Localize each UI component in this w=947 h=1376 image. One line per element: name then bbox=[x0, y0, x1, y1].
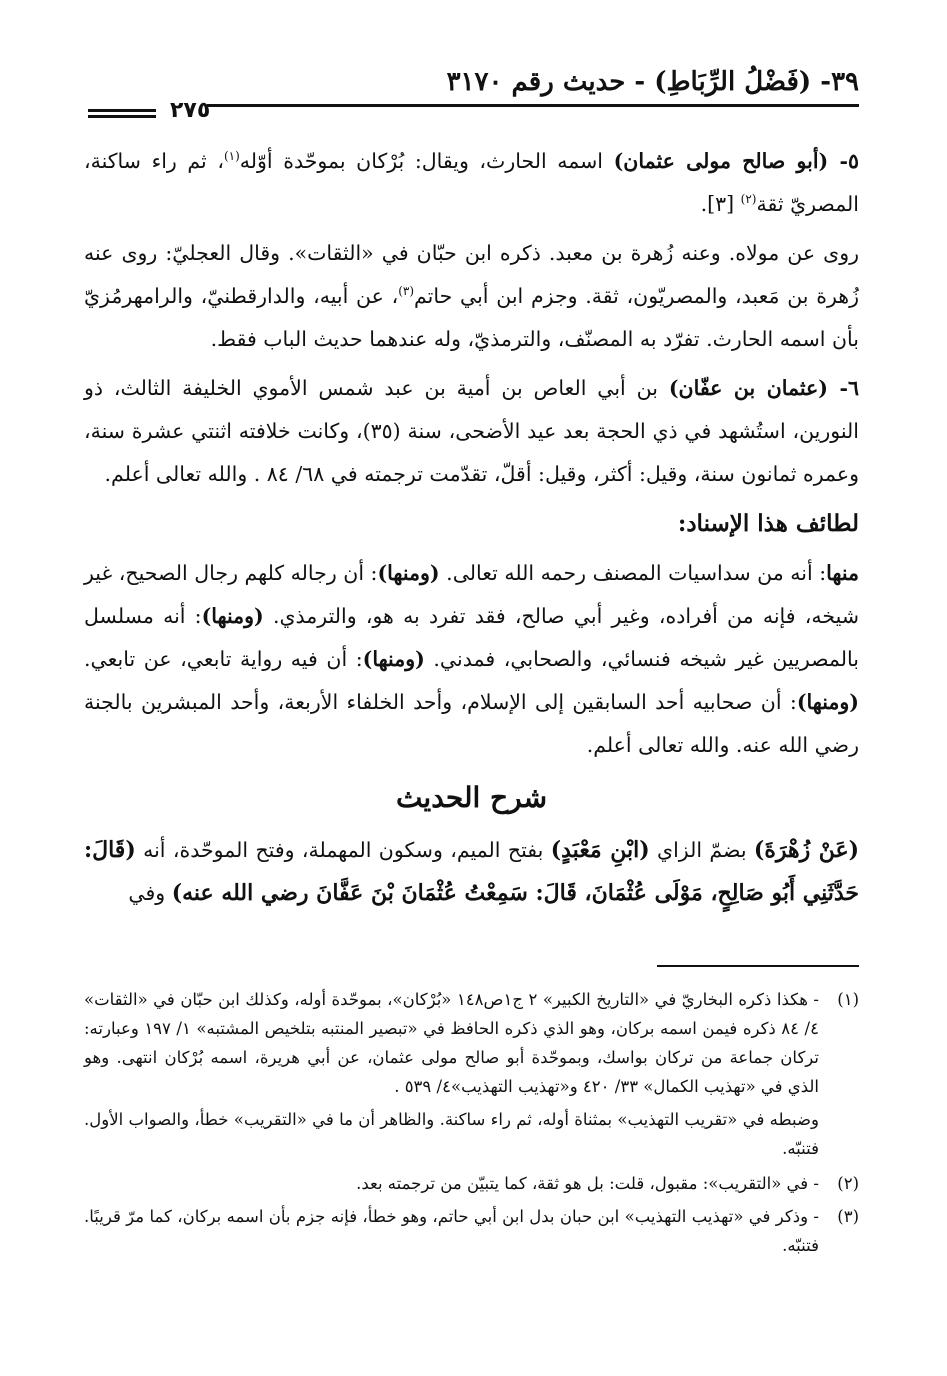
hadith-text: (ابْنِ مَعْبَدٍ) bbox=[550, 837, 650, 863]
bold-term: (ومنها) bbox=[377, 561, 440, 585]
text: بفتح الميم، وسكون المهملة، وفتح الموحّدة، أنه bbox=[135, 838, 551, 862]
text: اسمه الحارث، ويقال: بُرْكان بموحّدة أوّله bbox=[239, 149, 614, 173]
footnote-mark: (٣) bbox=[837, 1207, 859, 1226]
footnote-ref-3[interactable]: (٣) bbox=[398, 284, 415, 299]
narrator-name: ٦- (عثمان بن عفّان) bbox=[668, 376, 859, 400]
footnote-text: - في «التقريب»: مقبول، قلت: بل هو ثقة، كما يتبيّن من ترجمته بعد. bbox=[356, 1174, 819, 1193]
header-rule bbox=[207, 104, 859, 107]
footnote-3 bbox=[84, 1202, 859, 1260]
footnotes bbox=[84, 985, 859, 1264]
sharh-title: شرح الحديث bbox=[395, 781, 548, 814]
header-rule-short-1 bbox=[88, 109, 156, 112]
footnote-1-continued: وضبطه في «تقريب التهذيب» بمثناة أوله، ثم راء ساكنة. والظاهر أن ما في «التقريب» خطأ، والصواب الأول. فتنبّه. bbox=[84, 1110, 819, 1158]
footnote-text: - وذكر في «تهذيب التهذيب» ابن حبان بدل ابن أبي حاتم، وهو خطأ، فإنه جزم بأن اسمه بركان، كما مرّ قريبًا. فتنبّه. bbox=[84, 1207, 819, 1255]
bold-term: (ومنها) bbox=[796, 690, 859, 714]
bold-term: منها bbox=[826, 561, 859, 585]
footnote-ref-2[interactable]: (٢) bbox=[740, 192, 757, 207]
text: : أن صحابيه أحد السابقين إلى الإسلام، وأحد الخلفاء الأربعة، وأحد المبشرين بالجنة رضي الله عنه. والله تعالى أعلم. bbox=[84, 690, 859, 757]
text: روى عن مولاه. وعنه زُهرة بن معبد. ذكره ابن حبّان في «الثقات». وقال العجليّ: روى عنه زُهرة بن مَعبد، والمصريّون، ثقة. وجزم ابن أبي حاتم bbox=[84, 241, 859, 308]
text: [٣]. bbox=[700, 192, 741, 216]
main-text bbox=[84, 140, 859, 921]
text: : أن فيه رواية تابعي، عن تابعي. bbox=[84, 647, 363, 671]
text: ، عن أبيه، والدارقطنيّ، والرامهرمُزيّ بأن اسمه الحارث. تفرّد به المصنّف، والترمذيّ، وله عندهما حديث الباب فقط. bbox=[84, 284, 859, 351]
page-number: ٢٧٥ bbox=[170, 98, 211, 123]
bold-term: (ومنها) bbox=[201, 604, 264, 628]
paragraph-narrator-6 bbox=[84, 367, 859, 496]
footnote-text: - هكذا ذكره البخاريّ في «التاريخ الكبير» ٢ ج١ص١٤٨ «بُرْكان»، بموحّدة أوله، وكذلك ابن حبّان في «الثقات» ٤/ ٨٤ ذكره فيمن اسمه بركان، وهو الذي ذكره الحافظ في «تبصير المنتبه بتلخيص المشتبه» ١/ ١٩٧ وعبارته: تركان جماعة من تركان بواسك، وبموحّدة أبو صالح مولى عثمان، عن أبي هريرة، اسمه بُرْكان انتهى. وهو الذي في «تهذيب الكمال» ٣٣/ ٤٢٠ و«تهذيب التهذيب»٤/ ٥٣٩ . bbox=[84, 990, 819, 1096]
running-title: ٣٩- (فَضْلُ الرِّبَاطِ) - حديث رقم ٣١٧٠ bbox=[446, 67, 859, 97]
header-rule-short-2 bbox=[88, 115, 156, 118]
hadith-text: (قَالَ: حَدَّثَنِي أَبُو صَالِحٍ، مَوْلَى عُثْمَانَ، قَالَ: سَمِعْتُ عُثْمَانَ بْنَ عَفَّانَ رضي الله عنه) bbox=[84, 837, 859, 906]
paragraph-narrator-5-details bbox=[84, 232, 859, 361]
narrator-name: ٥- (أبو صالح مولى عثمان) bbox=[613, 149, 859, 173]
paragraph-sharh bbox=[84, 829, 859, 915]
section-title: لطائف هذا الإسناد: bbox=[677, 510, 859, 537]
text: وفي bbox=[128, 881, 172, 905]
footnote-2 bbox=[84, 1169, 859, 1198]
text: : أن رجاله كلهم رجال الصحيح، غير شيخه، فإنه من أفراده، وغير أبي صالح، فقد تفرد به هو، والترمذي. bbox=[84, 561, 859, 628]
footnote-1 bbox=[84, 985, 859, 1101]
text: ، ثم راء ساكنة، المصريّ ثقة bbox=[84, 149, 859, 216]
hadith-text: (عَنْ زُهْرَةَ) bbox=[753, 837, 860, 863]
footnote-mark: (١) bbox=[837, 990, 859, 1009]
footnote-mark: (٢) bbox=[837, 1174, 859, 1193]
bold-term: (ومنها) bbox=[362, 647, 425, 671]
paragraph-narrator-5 bbox=[84, 140, 859, 226]
paragraph-isnad-notes bbox=[84, 552, 859, 767]
text: : أنه مسلسل بالمصريين غير شيخه فنسائي، والصحابي، فمدني. bbox=[84, 604, 859, 671]
footnote-rule bbox=[657, 965, 859, 967]
footnote-ref-1[interactable]: (١) bbox=[223, 149, 240, 164]
text: : أنه من سداسيات المصنف رحمه الله تعالى. bbox=[439, 561, 827, 585]
text: بضمّ الزاي bbox=[649, 838, 754, 862]
text: بن أبي العاص بن أمية بن عبد شمس الأموي الخليفة الثالث، ذو النورين، استُشهد في ذي الحجة بعد عيد الأضحى، سنة (٣٥)، وكانت خلافته اثنتي عشرة سنة، وعمره ثمانون سنة، وقيل: أكثر، وقيل: أقلّ، تقدّمت ترجمته في ٦٨/ ٨٤ . والله تعالى أعلم. bbox=[84, 376, 859, 486]
